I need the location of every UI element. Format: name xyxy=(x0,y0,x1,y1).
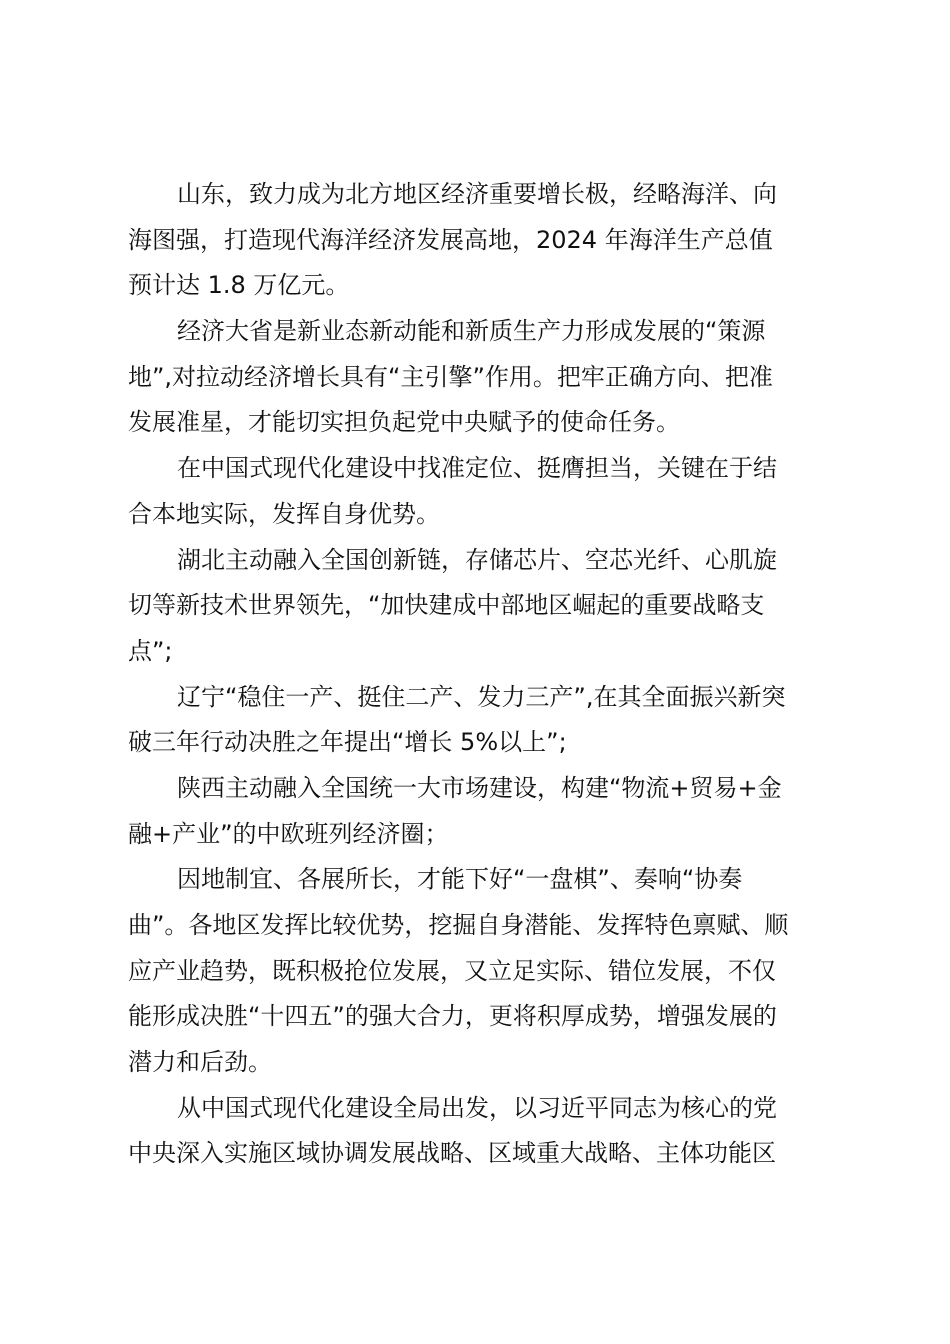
text-line: 海图强，打造现代海洋经济发展高地，2024 年海洋生产总值 xyxy=(128,225,773,254)
text-line: 发展准星，才能切实担负起党中央赋予的使命任务。 xyxy=(128,408,680,437)
text-line: 在中国式现代化建设中找准定位、挺膺担当，关键在于结 xyxy=(177,454,777,483)
text-line: 因地制宜、各展所长，才能下好“一盘棋”、奏响“协奏 xyxy=(177,865,743,894)
text-line: 点”; xyxy=(128,636,173,665)
text-line: 地”,对拉动经济增长具有“主引擎”作用。把牢正确方向、把准 xyxy=(128,362,773,391)
text-line: 合本地实际，发挥自身优势。 xyxy=(128,499,440,528)
text-line: 中央深入实施区域协调发展战略、区域重大战略、主体功能区 xyxy=(128,1139,776,1168)
body-text xyxy=(128,172,828,1177)
text-line: 从中国式现代化建设全局出发，以习近平同志为核心的党 xyxy=(177,1093,777,1122)
text-line: 曲”。各地区发挥比较优势，挖掘自身潜能、发挥特色禀赋、顺 xyxy=(128,911,789,939)
text-line: 应产业趋势，既积极抢位发展，又立足实际、错位发展，不仅 xyxy=(128,956,776,985)
text-line: 预计达 1.8 万亿元。 xyxy=(128,271,350,300)
text-line: 湖北主动融入全国创新链，存储芯片、空芯光纤、心肌旋 xyxy=(177,545,777,574)
text-line: 陕西主动融入全国统一大市场建设，构建“物流+贸易+金 xyxy=(177,773,782,802)
text-line: 山东，致力成为北方地区经济重要增长极，经略海洋、向 xyxy=(177,180,777,208)
text-line: 融+产业”的中欧班列经济圈； xyxy=(128,819,449,848)
text-line: 能形成决胜“十四五”的强大合力，更将积厚成势，增强发展的 xyxy=(128,1002,777,1031)
text-line: 切等新技术世界领先，“加快建成中部地区崛起的重要战略支 xyxy=(128,591,765,620)
text-line: 辽宁“稳住一产、挺住二产、发力三产”,在其全面振兴新突 xyxy=(177,682,786,711)
text-line: 潜力和后劲。 xyxy=(128,1048,272,1077)
text-line: 经济大省是新业态新动能和新质生产力形成发展的“策源 xyxy=(177,317,766,346)
text-line: 破三年行动决胜之年提出“增长 5%以上”; xyxy=(128,728,567,757)
